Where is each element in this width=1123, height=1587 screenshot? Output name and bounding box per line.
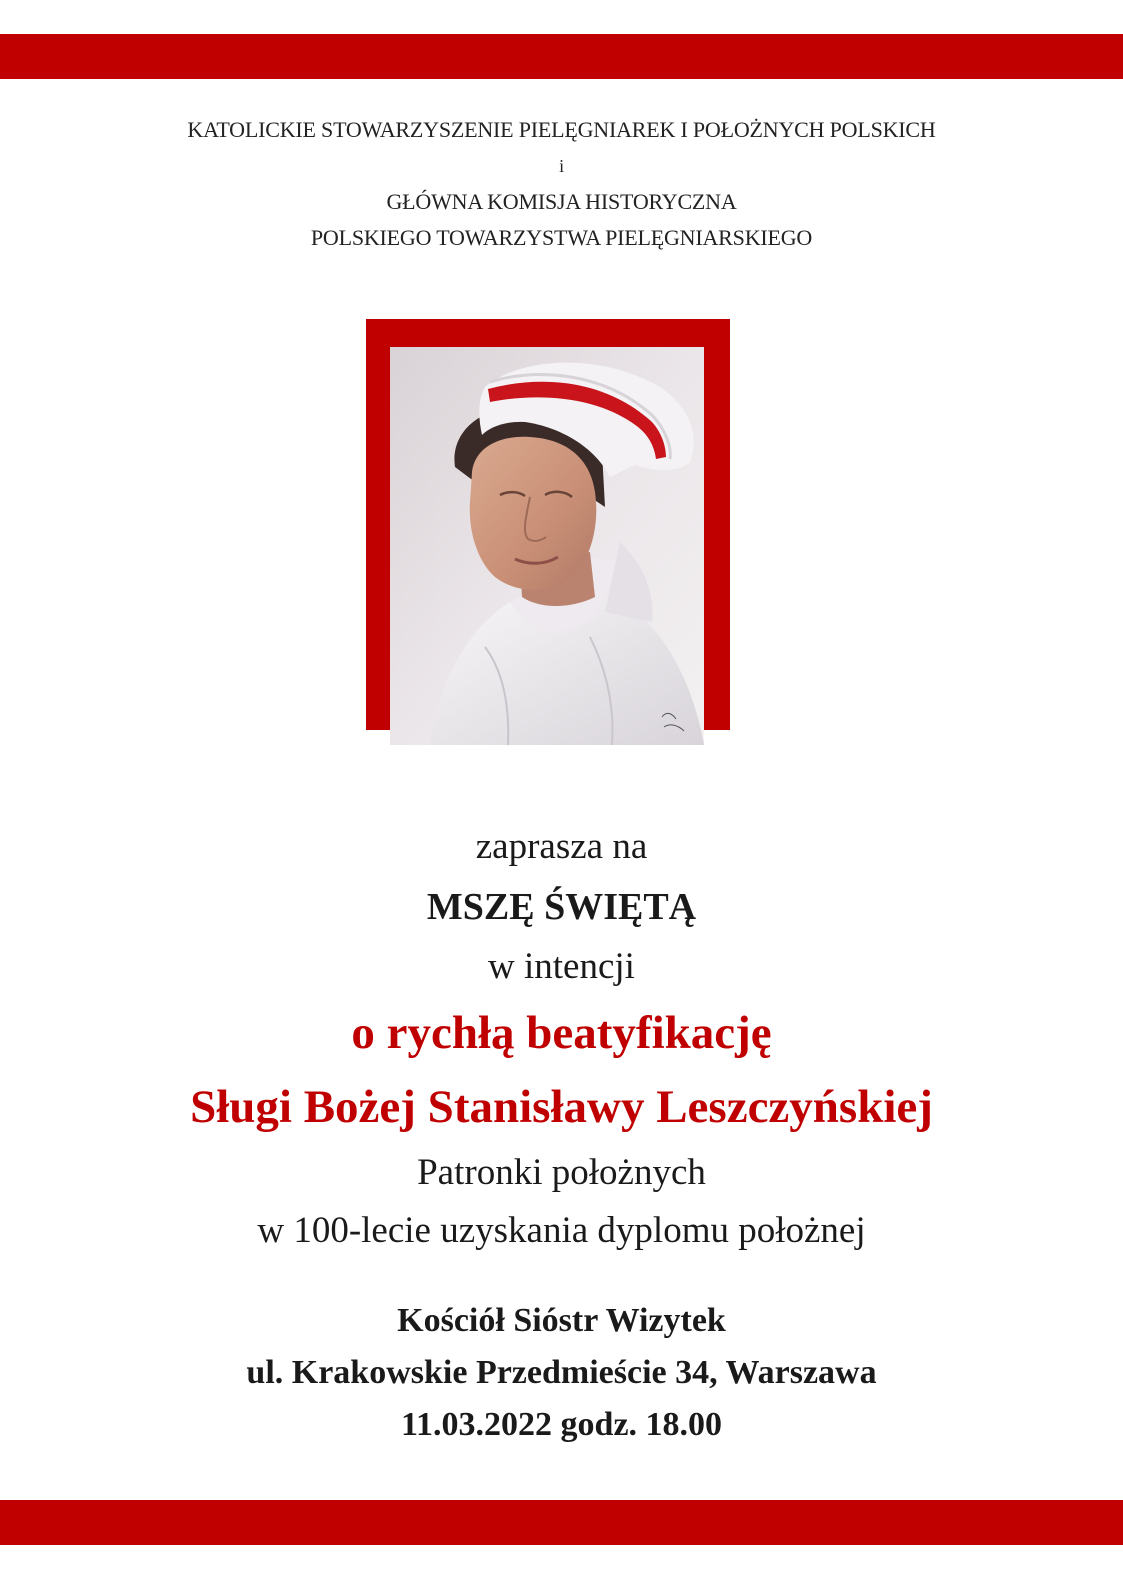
organizer-line-4: POLSKIEGO TOWARZYSTWA PIELĘGNIARSKIEGO xyxy=(310,225,813,250)
patron-line: Patronki położnych xyxy=(417,1152,706,1193)
intention-line-1: o rychłą beatyfikację xyxy=(351,1007,772,1059)
intention-line-2: Sługi Bożej Stanisławy Leszczyńskiej xyxy=(190,1081,933,1133)
venue-datetime: 11.03.2022 godz. 18.00 xyxy=(400,1406,723,1443)
invitation-text xyxy=(0,818,1123,1260)
organizers-header xyxy=(0,112,1123,256)
bottom-red-band xyxy=(0,1500,1123,1545)
invite-line-1: zaprasza na xyxy=(475,826,648,867)
venue-place: Kościół Sióstr Wizytek xyxy=(397,1302,726,1339)
top-red-band xyxy=(0,34,1123,79)
organizer-line-3: GŁÓWNA KOMISJA HISTORYCZNA xyxy=(386,189,737,214)
venue-address: ul. Krakowskie Przedmieście 34, Warszawa xyxy=(246,1354,877,1391)
invite-line-3: w intencji xyxy=(488,946,635,987)
anniversary-line: w 100-lecie uzyskania dyplomu położnej xyxy=(257,1210,866,1251)
venue-info xyxy=(0,1295,1123,1451)
mass-title: MSZĘ ŚWIĘTĄ xyxy=(426,886,697,928)
portrait-image xyxy=(390,347,704,745)
organizer-line-1: KATOLICKIE STOWARZYSZENIE PIELĘGNIAREK I POŁOŻNYCH POLSKICH xyxy=(187,117,936,142)
organizer-conjunction: i xyxy=(559,156,564,176)
